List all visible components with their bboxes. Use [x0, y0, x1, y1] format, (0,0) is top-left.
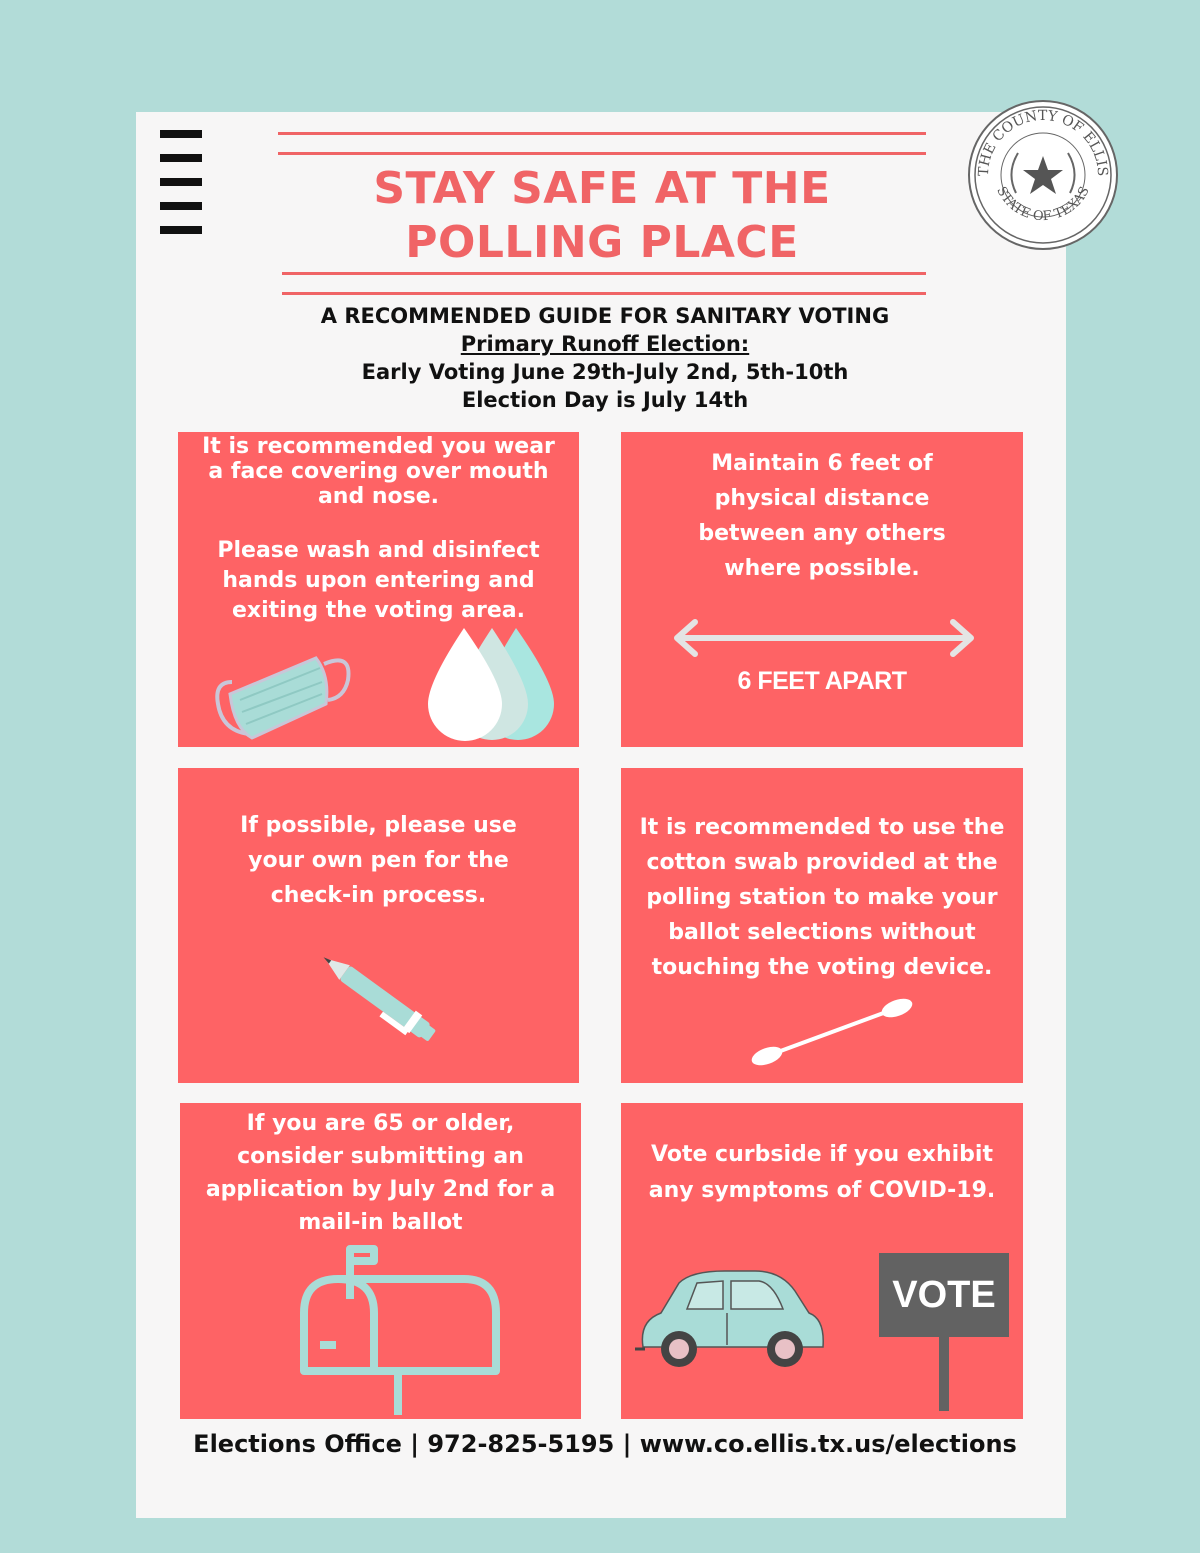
double-arrow-icon	[671, 618, 977, 658]
water-drops-icon	[420, 624, 560, 744]
curbside-text: Vote curbside if you exhibit any symptoms of COVID-19.	[648, 1142, 996, 1203]
six-feet-label: 6 FEET APART	[737, 667, 907, 695]
card-swab	[621, 768, 1023, 1083]
wash-text: Please wash and disinfect hands upon entering and exiting the voting area.	[217, 538, 540, 623]
footer-contact: Elections Office | 972-825-5195 | www.co.ellis.tx.us/elections	[193, 1430, 1017, 1458]
card-pen	[178, 768, 579, 1083]
sign-post-icon	[937, 1327, 951, 1411]
mask-text: It is recommended you wear a face covering over mouth and nose.	[202, 434, 555, 509]
card-curbside	[621, 1103, 1023, 1419]
swab-text: It is recommended to use the cotton swab provided at the polling station to make your ballot selections without touching the voting device.	[639, 815, 1005, 980]
card-mask	[178, 432, 579, 747]
county-seal	[966, 98, 1120, 252]
vote-sign: VOTE	[879, 1253, 1009, 1337]
page-title	[278, 162, 926, 270]
card-mail	[180, 1103, 581, 1419]
title-rule	[278, 132, 926, 135]
cotton-swab-icon	[747, 994, 915, 1070]
election-heading: Primary Runoff Election:	[460, 332, 750, 356]
title-line-2: POLLING PLACE	[405, 217, 799, 268]
early-voting-dates: Early Voting June 29th-July 2nd, 5th-10th	[361, 360, 849, 384]
poster	[136, 107, 1111, 1518]
mail-text: If you are 65 or older, consider submitting an application by July 2nd for a mail-in ballot	[205, 1111, 556, 1235]
card-distance	[621, 432, 1023, 747]
seal-text-top: THE COUNTY OF ELLIS	[975, 107, 1111, 177]
title-rule	[278, 152, 926, 155]
election-day-date: Election Day is July 14th	[461, 388, 749, 412]
face-mask-icon	[212, 642, 356, 742]
pen-text: If possible, please use your own pen for the check-in process.	[240, 813, 517, 908]
pen-icon	[306, 944, 456, 1054]
guide-heading: A RECOMMENDED GUIDE FOR SANITARY VOTING	[320, 304, 890, 328]
subtitle-block	[136, 302, 1074, 414]
distance-text: Maintain 6 feet of physical distance between any others where possible.	[698, 451, 946, 581]
car-icon	[635, 1269, 831, 1373]
seal-text-bottom: STATE OF TEXAS	[993, 184, 1093, 225]
title-line-1: STAY SAFE AT THE	[373, 163, 831, 214]
stripe-decoration	[160, 130, 202, 250]
mailbox-icon	[292, 1239, 500, 1419]
title-rule	[282, 292, 926, 295]
title-rule	[282, 272, 926, 275]
